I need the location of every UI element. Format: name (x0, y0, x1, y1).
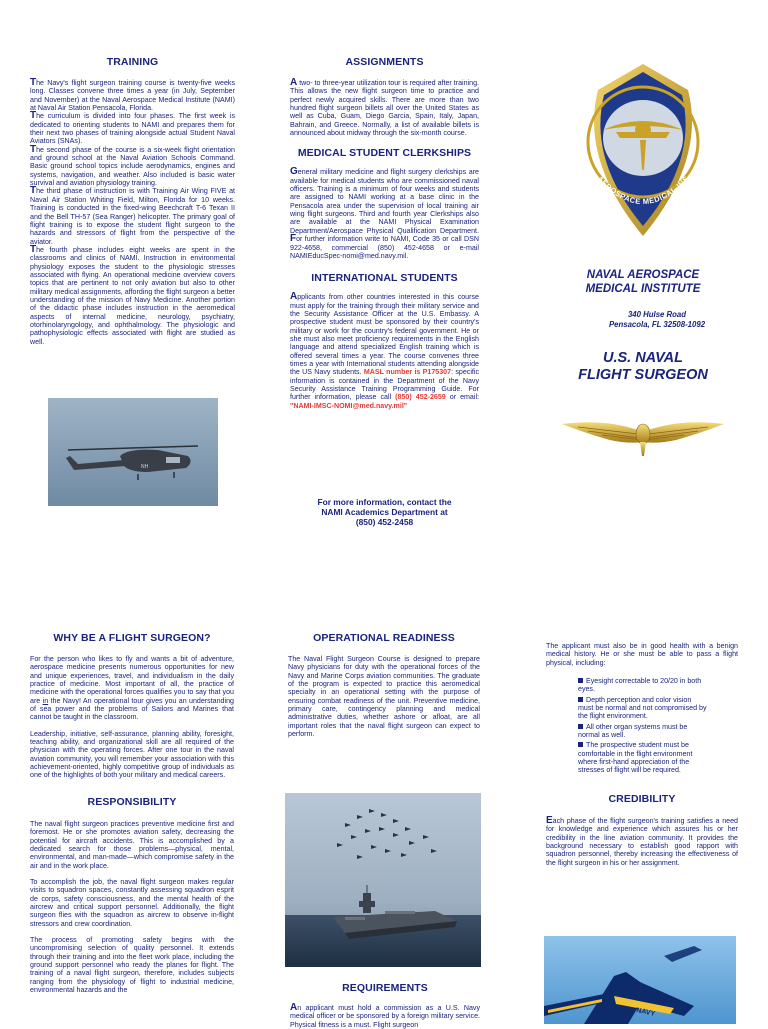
training-para-1: The Navy's flight surgeon training course is twenty-five weeks long. Classes convene three times a year (in July, September and November) at the Naval Aerospace Medical Institute (NAMI) at Naval Air Station Pensacola, Florida. (30, 77, 235, 113)
jets-image (544, 936, 736, 1024)
address: 340 Hulse Road Pensacola, FL 32508-1092 (608, 310, 706, 329)
intl-phone: (850) 452-2659 (395, 393, 446, 402)
contact-line-2: NAMI Academics Department at (321, 507, 448, 517)
assignments-text: A two- to three-year utilization tour is required after training. This allows the new flight surgeon time to practice and perfect newly acquired skills. There are more than two hundred flight surgeon billets all over the United States as well as Cuba, Guam, Diego Garcia, Spain, Italy, Japan, Bahrain, and Greece. Normally, a list of available billets is announced about midway through the six-month course. (290, 77, 479, 138)
seal-emblem-icon (568, 60, 718, 240)
clerkships-text: General military medicine and flight surgery clerkships are available for medical students who are commissioned naval officers. Training is a minimum of four weeks and students are assigned to NAMI working at a base clinic in the Pensacola area under the supervision of local training air wing flight surgeons. Third and fourth year Clerkships also are available at the NAMI Physical Examination Department/Aerospace Physical Qualification Department. For further information write to NAMI, Code 35 or call DSN 922-4658, commercial (850) 452-4658 or e-mail NAMIEducSpec-nomi@med.navy.mil. (290, 166, 479, 260)
why-para-1: For the person who likes to fly and wants a bit of adventure, aerospace medicine presents numerous opportunities for new and unique experiences, travel, and individualism in the daily practice of medicine. Most important of all, the practice of medicine with the operational forces qualifies you to say that you are in the Navy! An operational tour gives you an understanding of sea power and the problems of Sailors and Marines that cannot be taught in the classroom. (30, 655, 234, 722)
responsibility-para-1: The naval flight surgeon practices preventive medicine first and foremost. He or she promotes aviation safety, decreasing the potential for aircraft accidents. This is accomplished by a dedicated search for those problems—physical, mental, environmental, and man-made—which compromise safety in the air and in the work place. (30, 819, 234, 870)
wings-insignia-icon (558, 412, 728, 460)
carrier-image (285, 793, 481, 967)
responsibility-para-3: The process of promoting safety begins with the uncompromising selection of quality personnel. It extends through their training and into the fleet work place, including the ground support personnel who ready the planes for flight. The training of a naval flight surgeon, therefore, includes subjects ranging from the physiology of flight to industrial medicine, environmental hazards and the (30, 935, 234, 994)
health-section (546, 642, 738, 777)
list-item: Depth perception and color vision must be normal and not compromised by the flight environment. (578, 695, 707, 721)
training-heading: TRAINING (106, 56, 159, 68)
nami-seal (568, 60, 718, 240)
helicopter-image (48, 398, 218, 506)
requirements-section (290, 982, 480, 1029)
masl-number: MASL number is P175307 (363, 368, 452, 377)
cover-panel (548, 60, 738, 465)
responsibility-para-2: To accomplish the job, the naval flight surgeon makes regular visits to squadron spaces, constantly assessing squadron esprit de corps, safety consciousness, and the mental health of the aircrew and critical support personnel. Additionally, the flight surgeon flies with the squadron as aircrew to observe in-flight stressors and crew coordination. (30, 877, 234, 928)
list-item: All other organ systems must be normal as well. (578, 722, 688, 740)
why-heading: WHY BE A FLIGHT SURGEON? (53, 632, 211, 644)
training-para-5: The fourth phase includes eight weeks are spent in the classrooms and clinics of NAMI. Instruction in environmental physiology exposes the student to the physiologic stresses associated with flying. An operational medicine overview covers topics that are pertinent to not only aviation but also to other military medical assignments, affording the flight surgeon a better understanding of the mission of Navy Medicine. Another portion of the didactic phase includes instruction in the aeromedical aspects of internal medicine, neurology, psychiatry, otorhinolaryngology, and ophthalmology. The physiologic and pathophysiologic effects associated with flight are studied as well. (30, 243, 235, 346)
credibility-heading: CREDIBILITY (608, 793, 676, 805)
brochure-title: U.S. NAVAL FLIGHT SURGEON (578, 350, 708, 383)
flight-surgeon-wings (548, 412, 738, 465)
operational-text: The Naval Flight Surgeon Course is designed to prepare Navy physicians for duty with the operational forces of the Navy and Marine Corps aviation communities. The graduate of the program is expected to practice this aeromedical specialty in an operational setting with the purpose of ensuring combat readiness of the unit. Preventive medicine, primary care, contingency planning and medical administrative duties, whether ashore or afloat, are all important roles that the naval flight surgeon can expect to perform. (288, 655, 480, 739)
operational-section (288, 632, 480, 738)
bullet-square-icon (578, 678, 583, 683)
credibility-text: Each phase of the flight surgeon's training satisfies a need for knowledge and experience which assures his or her credibility in the line aviation community. It provides the background necessary to establish good rapport with squadron personnel, thereby increasing the effectiveness of the flight surgeon in his or her assignment. (546, 815, 738, 867)
international-text: Applicants from other countries interested in this course must apply for the training through their military service and the Security Assistance Officer at the U.S. Embassy. A prospective student must be sponsored by their country's military or work for the country's federal government. He or she must also meet proficiency requirements in the English language and attend specialized English training which is offered several times a year. The course convenes three times a year with International students attending alongside the US Navy students. MASL number is P175307: specific information is contained in the Department of the Navy Security Assistance Training Programming Guide. For further information, please call (850) 452-2659 or email: "NAMI-IMSC-NOMI@med.navy.mil" (290, 291, 479, 410)
carrier-photo (285, 793, 481, 967)
bullet-square-icon (578, 724, 583, 729)
operational-heading: OPERATIONAL READINESS (313, 632, 455, 644)
intl-email: "NAMI-IMSC-NOMI@med.navy.mil" (290, 401, 408, 410)
requirements-text: An applicant must hold a commission as a U.S. Navy medical officer or be sponsored by a foreign military service. Physical fitness is a must. Flight surgeon (290, 1002, 480, 1029)
credibility-section (546, 793, 738, 867)
bullet-square-icon (578, 697, 583, 702)
list-item: The prospective student must be comfortable in the flight environment where first-hand appreciation of the stresses of flight will be required. (578, 741, 693, 775)
svg-text:NAVAL AEROSPACE MEDICAL INSTIT: AEROSPACE MEDICAL INS (595, 174, 691, 207)
assignments-heading: ASSIGNMENTS (345, 56, 424, 68)
why-section (30, 632, 234, 994)
health-requirements-list (546, 677, 738, 775)
helicopter-photo (48, 398, 218, 506)
responsibility-heading: RESPONSIBILITY (87, 795, 177, 808)
org-name: NAVAL AEROSPACE MEDICAL INSTITUTE (585, 269, 701, 295)
list-item: Eyesight correctable to 20/20 in both eyes. (578, 677, 702, 694)
contact-line-1: For more information, contact the (317, 497, 452, 507)
training-para-2: The curriculum is divided into four phases. The first week is dedicated to orienting students to NAMI and prepares them for their next two phases of training alongside actual Student Naval Aviators (SNAs). (30, 110, 235, 146)
training-para-4: The third phase of instruction is with Training Air Wing FIVE at Naval Air Station Whiting Field, Milton, Florida for 10 weeks. Training is conducted in the fixed-wing Beechcraft T-6 Texan II and the Bell TH-57 (Sea Ranger) helicopter. The primary goal of flight training is to expose the student flight surgeon to the hazards and stressors of flight from the perspective of the aviator. (30, 185, 235, 246)
middle-top-column (290, 56, 479, 410)
svg-text:NAVY: NAVY (635, 1007, 656, 1018)
training-section (30, 56, 235, 346)
svg-text:NH: NH (141, 464, 149, 470)
health-intro: The applicant must also be in good health with a benign medical history. He or she must be able to pass a flight physical, including: (546, 642, 738, 667)
requirements-heading: REQUIREMENTS (342, 982, 428, 994)
international-heading: INTERNATIONAL STUDENTS (311, 272, 458, 285)
bullet-square-icon (578, 742, 583, 747)
contact-phone: (850) 452-2458 (355, 517, 414, 527)
training-para-3: The second phase of the course is a six-week flight orientation and ground school at the Naval Aviation Schools Command. Basic ground school topics include aerodynamics, engines and systems, navigation, and weather. Also included is basic water survival and aviation physiology training. (30, 143, 235, 188)
jets-photo (544, 936, 736, 1024)
why-para-2: Leadership, initiative, self-assurance, planning ability, foresight, teaching ability, and organizational skill are all required of the physician with the operating forces. After one tour in the naval aviation community, you will remember your association with this achievement-oriented, highly competitive group of individuals as one of the highlights of both your military and medical careers. (30, 729, 234, 780)
clerkships-heading: MEDICAL STUDENT CLERKSHIPS (297, 147, 472, 160)
contact-block (290, 497, 479, 527)
